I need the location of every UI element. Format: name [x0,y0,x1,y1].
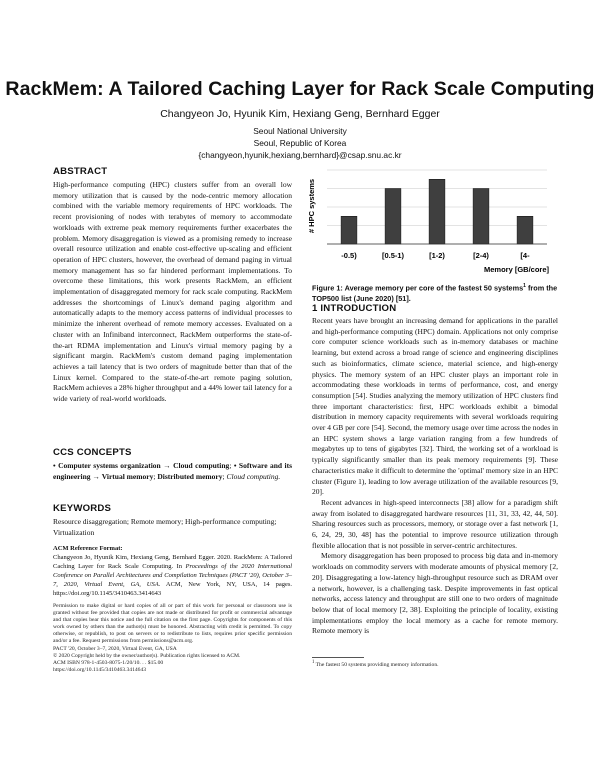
introduction-heading: 1 INTRODUCTION [312,303,397,314]
ccs-bullet: • [53,461,56,470]
chart-tick-label: [4- [520,251,530,260]
doi-line: https://doi.org/10.1145/3410463.3414643 [53,666,147,673]
ccs-separator: ; [229,461,232,470]
chart-bar-4 [517,216,533,244]
chart-tick-label: [1-2) [429,251,445,260]
ccs-term: Cloud computing. [226,471,281,481]
acm-reference-proceedings: Proceedings of the 2020 International Conference on Parallel Architectures and Compilation Techniques (PACT '20), October 3–7, 2020, Virtual Event, GA, USA. [53,562,292,588]
footnote [312,659,558,669]
ccs-term: Virtual memory [101,471,154,481]
ccs-term: Distributed memory [157,471,223,481]
intro-paragraph: Recent advances in high-speed interconnects [38] allow for a paradigm shift away from isolated to disaggregated hardware resources [11, 31, 33, 42, 44, 50]. Sharing resources such as processors, memory, or storage over a fast network [1, 6, 24, 29, 30, 48] has the potential to improve resource utilization through flexible allocation that is not possible in server-centric architectures. [312,497,558,550]
footnote-marker: 1 [523,283,526,289]
intro-paragraph: Recent years have brought an increasing demand for applications in the parallel and high-performance computing (HPC) domain. Applications not only comprise core computer science workloads such as in-memory databases or machine learning, but extend across a broad range of science and engineering disciplines such as bioinformatics, climate science, material science, and high-energy physics. The memory system of an HPC cluster plays an important role in accommodating these workloads in terms of performance, cost, and energy consumption [54]. Studies analyzing the memory utilization of HPC clusters find three important characteristics: first, HPC workloads exhibit a bimodal distribution in memory capacity requirements with several workloads requiring over 4 GB per core [54]. Second, the memory usage over time across the nodes in an HPC system shows a large variation ranging from a few hundreds of megabytes up to tens of gigabytes [32]. Third, the working set of a workload is typically significantly smaller than its peak memory requirements [9]. These characteristics make it difficult to determine the 'optimal' memory size in an HPC cluster (Figure 1), leading to low average utilization of the available resources [9, 20]. [312,316,558,497]
ccs-term: Computer systems organization [58,461,161,470]
chart-bar-3 [473,189,489,245]
isbn-line: ACM ISBN 978-1-4503-8075-1/20/10. . . $15.00 [53,659,164,666]
acm-reference-text: Changyeon Jo, Hyunik Kim, Hexiang Geng, Bernhard Egger. 2020. RackMem: A Tailored Caching Layer for Rack Scale Computing. In [53,553,292,570]
ccs-concepts [53,461,292,482]
footnote-text: The fastest 50 systems providing memory information. [315,661,439,668]
keywords-body: Resource disaggregation; Remote memory; High-performance computing; Virtualization [53,517,277,537]
author-list: Changyeon Jo, Hyunik Kim, Hexiang Geng, Bernhard Egger [160,108,440,120]
abstract-body: High-performance computing (HPC) clusters suffer from an overall low memory utilization that is caused by the node-centric memory allocation combined with the variable memory requirements of HPC workloads. The recent provisioning of nodes with terabytes of memory to accommodate workloads with extreme peak memory requirements further exacerbates the problem. Memory disaggregation is viewed as a promising remedy to increase overall resource utilization and enable cost-effective up-scaling and efficient operation of HPC clusters, however, the overhead of demand paging in virtual memory management has so far hindered performant implementations. To overcome these limitations, this work presents RackMem, an efficient implementation of disaggregated memory for rack scale computing. RackMem addresses the shortcomings of Linux's demand paging algorithm and automatically adapts to the memory access patterns of individual processes to minimize the inherent overhead of remote memory accesses. Evaluated on a cluster with an Infiniband interconnect, RackMem outperforms the state-of-the-art RDMA implementation and Linux's virtual memory paging by a significant margin. RackMem's custom demand paging implementation achieves a tail latency that is two orders of magnitude better than that of the Linux kernel. Compared to the state-of-the-art remote paging solution, RackMem achieves a 28% higher throughput and a 44% lower tail latency for a wide variety of real-world workloads. [53,180,292,404]
affiliation-institution: Seoul National University [253,126,347,136]
chart-tick-label: [2-4) [473,251,489,260]
ccs-arrow: → [92,471,100,481]
intro-paragraph: Memory disaggregation has been proposed to process big data and in-memory workloads on commodity servers with moderate amounts of physical memory [2, 20]. Disaggregating a low-latency high-throughput resource such as DRAM over a network, however, is a challenging task. Despite improvements in fast optical networks, access latency and throughput are still one to two orders of magnitude below that of local memory [2, 38]. Exploiting the principle of locality, existing implementations employ the local memory as a cache for remote memory. Remote memory is [312,551,558,636]
figure-caption-text: Figure 1: Average memory per core of the fastest 50 systems [312,283,524,293]
ccs-term: Software and its engineering [53,461,292,481]
author-emails: {changyeon,hyunik,hexiang,bernhard}@csap.snu.ac.kr [198,150,402,160]
permission-notice: Permission to make digital or hard copies of all or part of this work for personal or classroom use is granted without fee provided that copies are not made or distributed for profit or commercial advantage and that copies bear this notice and the full citation on the first page. Copyrights for components of this work owned by others than the author(s) must be honored. Abstracting with credit is permitted. To copy otherwise, or republish, to post on servers or to redistribute to lists, requires prior specific permission and/or a fee. Request permissions from permissions@acm.org. [53,603,292,645]
chart-tick-label: [0.5-1) [381,251,405,260]
chart-tick-label: -0.5) [341,251,357,260]
ccs-term: Cloud computing [173,461,230,470]
chart-bar-1 [385,189,401,245]
figure-1-caption [312,281,558,304]
ccs-arrow: → [163,461,171,470]
acm-reference-doi: ACM, New York, NY, USA, 14 pages. https://doi.org/10.1145/3410463.3414643 [53,580,292,597]
chart-bar-2 [429,179,445,244]
figure-caption-source: from the TOP500 list (June 2020) [51]. [312,283,558,303]
paper-title: RackMem: A Tailored Caching Layer for Rack Scale Computing [5,78,595,100]
abstract-heading: ABSTRACT [53,166,108,177]
footnote-rule [312,657,364,658]
ccs-heading: CCS CONCEPTS [53,447,132,458]
acm-reference-heading: ACM Reference Format: [53,545,123,552]
permission-block [53,603,292,674]
acm-reference [53,545,292,598]
figure-1-chart [305,166,550,276]
ccs-separator: ; [153,471,156,481]
ccs-separator: ; [222,471,225,481]
chart-bar-0 [341,216,357,244]
introduction-body [312,316,558,637]
conference-info: PACT '20, October 3–7, 2020, Virtual Event, GA, USA [53,645,177,652]
keywords-heading: KEYWORDS [53,503,112,514]
footnote-number: 1 [312,660,315,665]
chart-x-axis-label: Memory [GB/core] [483,265,549,274]
affiliation-location: Seoul, Republic of Korea [253,138,347,148]
chart-y-axis-label: # HPC systems [307,178,316,234]
ccs-bullet: • [233,461,237,470]
copyright-line: © 2020 Copyright held by the owner/author(s). Publication rights licensed to ACM. [53,652,241,659]
